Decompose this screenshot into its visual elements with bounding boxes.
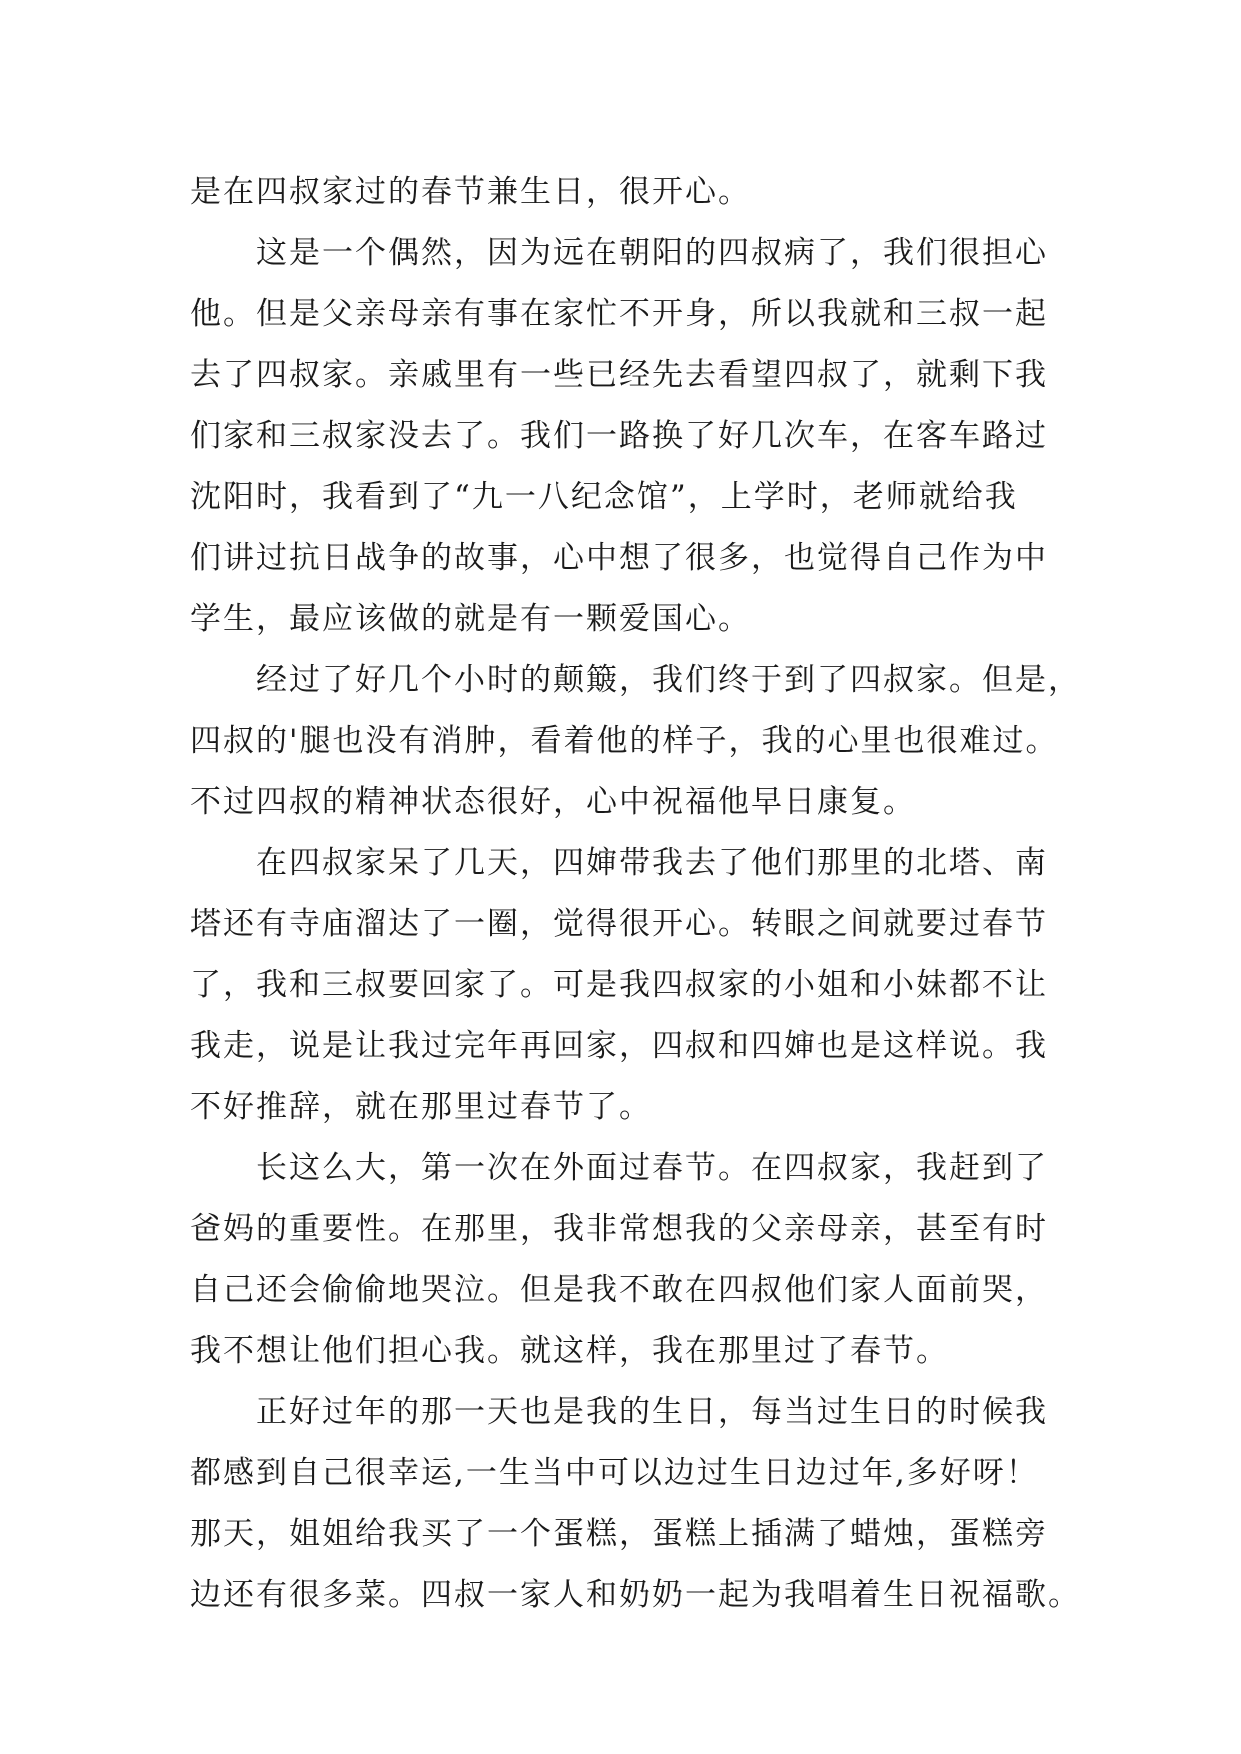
paragraph-start-line: 长这么大，第一次在外面过春节。在四叔家，我赶到了 — [256, 1150, 1048, 1186]
text-line: 他。但是父亲母亲有事在家忙不开身，所以我就和三叔一起 — [190, 296, 1048, 332]
paragraph-start-line: 在四叔家呆了几天，四婶带我去了他们那里的北塔、南 — [256, 845, 1048, 881]
text-line: 们家和三叔家没去了。我们一路换了好几次车，在客车路过 — [190, 418, 1048, 454]
text-line: 们讲过抗日战争的故事，心中想了很多，也觉得自己作为中 — [190, 540, 1048, 576]
text-line: 边还有很多菜。四叔一家人和奶奶一起为我唱着生日祝福歌。 — [190, 1577, 1081, 1613]
essay-body — [190, 162, 1081, 1626]
paragraph-start-line: 这是一个偶然，因为远在朝阳的四叔病了，我们很担心 — [256, 235, 1048, 271]
paragraph-start-line: 正好过年的那一天也是我的生日，每当过生日的时候我 — [256, 1394, 1048, 1430]
text-line: 塔还有寺庙溜达了一圈，觉得很开心。转眼之间就要过春节 — [190, 906, 1048, 942]
text-line: 学生，最应该做的就是有一颗爱国心。 — [190, 601, 751, 637]
text-line: 沈阳时，我看到了“九一八纪念馆”，上学时，老师就给我 — [190, 479, 1018, 515]
text-line: 自己还会偷偷地哭泣。但是我不敢在四叔他们家人面前哭， — [190, 1272, 1048, 1308]
text-line: 是在四叔家过的春节兼生日，很开心。 — [190, 174, 751, 210]
text-line: 我不想让他们担心我。就这样，我在那里过了春节。 — [190, 1333, 949, 1369]
text-line: 我走，说是让我过完年再回家，四叔和四婶也是这样说。我 — [190, 1028, 1048, 1064]
text-line: 四叔的'腿也没有消肿，看着他的样子，我的心里也很难过。 — [190, 723, 1059, 759]
text-line: 了，我和三叔要回家了。可是我四叔家的小姐和小妹都不让 — [190, 967, 1048, 1003]
text-line: 爸妈的重要性。在那里，我非常想我的父亲母亲，甚至有时 — [190, 1211, 1048, 1247]
text-line: 不过四叔的精神状态很好，心中祝福他早日康复。 — [190, 784, 916, 820]
text-line: 不好推辞，就在那里过春节了。 — [190, 1089, 652, 1125]
text-line: 都感到自己很幸运,一生当中可以边过生日边过年,多好呀！ — [190, 1455, 1039, 1491]
paragraph-start-line: 经过了好几个小时的颠簸，我们终于到了四叔家。但是， — [256, 662, 1081, 698]
text-line: 去了四叔家。亲戚里有一些已经先去看望四叔了，就剩下我 — [190, 357, 1048, 393]
text-line: 那天，姐姐给我买了一个蛋糕，蛋糕上插满了蜡烛，蛋糕旁 — [190, 1516, 1048, 1552]
